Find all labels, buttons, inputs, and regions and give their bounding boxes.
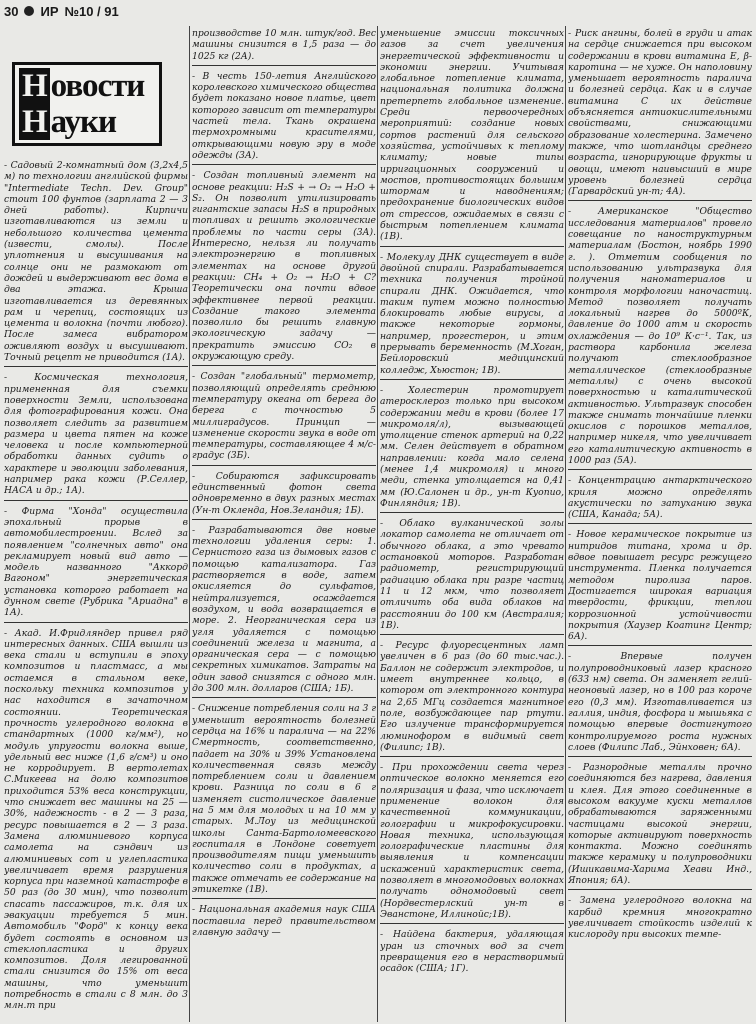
journal-name: ИР (40, 3, 59, 19)
news-item: - Разнородные металлы прочно соединяются без нагрева, давления и клея. Для этого соединенные в высоком вакууме куски металлов обрабатываются заряженными частицами высокой энергии, которые активируют поверхность контакта. Можно соединять также керамику и полупроводники (Ишикавима-Харима Хеави Инд., Япония; 6А). (568, 760, 752, 890)
news-item: - Снижение потребления соли на 3 г уменьшит вероятность болезней сердца на 16% и паралича — на 22% Смертность, соответственно, падает на 30% и 39% Установлена количественная связь между потреблением соли и давлением крови. Разница по соли в 6 г изменяет систолическое давление на 5 мм для молодых и на 10 мм у старых. М.Лоу из медицинской школы Санта-Бартоломеевского госпиталя в Лондоне советует производителям пищи уменьшить количество соли в продуктах, а также отмечать ее содержание на этикетке (1В). (192, 701, 376, 899)
issue-number: №10 / 91 (64, 3, 119, 19)
news-item: - Собираются зафиксировать единственный фотон света одновременно в двух разных местах (Ун-т Окленда, Нов.Зеландия; 1Б). (192, 469, 376, 520)
section-logo (12, 62, 162, 146)
logo-text-2: ауки (50, 104, 117, 140)
column-2 (192, 26, 376, 1022)
logo-line-1 (19, 68, 155, 104)
column-1 (4, 158, 188, 1022)
news-item: - Концентрацию антарктического криля можно определять акустически по затуханию звука (США, Канада; 5А). (568, 473, 752, 524)
news-item: - Создан "глобальный" термометр, позволяющий определять среднюю температуру океана от берега до берега с точностью 5 миллиградусов. Принцип — изменение скорости звука в воде от температуры, составляющее 4 м/с-градус (3Б). (192, 369, 376, 465)
logo-text-1: овости (50, 68, 145, 104)
column-divider (189, 26, 190, 1022)
news-item: - Садовый 2-комнатный дом (3,2х4,5 м) по технологии английской фирмы "Intermediate Techn. Dev. Group" стоит 100 фунтов (зарплата 2 — 3 дней работы). Кирпичи изготавливаются из земли и небольшого количества цемента (извести, смолы). После уплотнения и высушивания на солнце они не размокают от дождей и выдерживают вес дома в два этажа. Крыша изготавливается из деревянных рам и черепиц, состоящих из цемента и волокна (почти любого). После замеса вибратором оживляют воздух и высушивают. Точный рецепт не приводится (1А). (4, 158, 188, 367)
column-divider (565, 26, 566, 1022)
news-item: - Акад. И.Фридляндер привел ряд интересных данных. США вышли из века стали и вступили в эпоху композитов и пластмасс, а мы остаемся в стальном веке, поскольку техника композитов у нас находится в зачаточном состоянии. Теоретическая прочность углеродного волокна в стандартных (1000 кг/мм²), но модуль упругости волокна выше, удельный вес ниже (1,6 г/см³) и оно не корродирует. В вертолетах С.Микеева на долю композитов приходится 53% веса конструкции, что снижает вес машины на 25 — 30%, надежность - в 2 — 3 раза, ресурс повышается в 2 — 3 раза. Замена алюминиевого корпуса самолета на сэндвич из алюминиевых сот и углепластика увеличивает время разрушения корпуса при наземной катастрофе в 50 раз (до 30 мин), что позволит спасать пассажиров, т.к. для их эвакуации требуется 5 мин. Автомобиль "Форд" к концу века будет состоять в основном из стеклопластика и других композитов. Доля легированной стали снизится до 15% от веса машины, что уменьшит потребность в стали с 8 млн. до 3 млн.т при (4, 627, 188, 1012)
logo-cap-1: Н (19, 68, 50, 104)
news-item: - Облако вулканической золы локатор самолета не отличает от обычного облака, а это чревато остановкой моторов. Разработан радиометр, регистрирующий радиацию облака при разре частиц 11 и 12 мкм, что позволяет отличить оба вида облаков на расстоянии до 100 км (Австралия; 1В). (380, 516, 564, 635)
news-item: - Космическая технология, примененная для съемки поверхности Земли, использована для фотографирования кожи. Она позволяет следить за развитием размера и цвета пятен на коже человека и после компьютерной обработки данных судить о характере и эволюции заболевания, например рака кожи (Р.Селлер, НАСА и др.; 1А). (4, 370, 188, 500)
news-item: - Разрабатываются две новые технологии удаления серы: 1. Сернистого газа из дымовых газов с помощью катализатора. Газ растворяется в воде, затем окисляется до сульфатов, нейтрализуется, осаждается воздухом, и вода возвращается в море. 2. Неорганическая сера из угля удаляется с помощью соединений железа и магнита, а органическая сера — с помощью секретных химикатов. Затраты на один завод снизятся с одного млн. до 300 млн. долларов (США; 1Б). (192, 523, 376, 698)
logo-cap-2: Н (19, 104, 50, 140)
news-item: уменьшение эмиссии токсичных газов за счет увеличения энергетической эффективности и экономии энергии. Учитывая глобальное потепление климата, национальная политика должна претерпеть глобальное изменение. Среди первоочередных мероприятий: создание новых сортов растений для сельского хозяйства, устойчивых к теплому климату; новые типы ирригационных сооружений и мостов, противостоящих большим штормам и наводнениям; предохранение биологических видов от стрессов, ожидаемых в связи с быстрым потеплением климата (1В). (380, 26, 564, 247)
news-item: - Замена углеродного волокна на карбид кремния многократно увеличивает стойкость изделий к кислороду при высоких темпе- (568, 895, 752, 941)
page-number: 30 (4, 3, 19, 19)
news-item: - Фирма "Хонда" осуществила эпохальный прорыв в автомобилестроении. Вслед за появлением "солнечных авто" она рекламирует новый вид авто — модель названного "Аккорд Вагоном" энергетическая установка которого работает на дунном свете (Рубрика "Ариадна" в 1А). (4, 504, 188, 623)
news-item: - Ресурс флуоресцентных ламп увеличен в 6 раз (до 60 тыс.час.). Баллон не содержит электродов, и имеет внутреннее кольцо, в котором от электронного контура на 2,65 МГц создается магнитное поле, возбуждающее пар ртути. Его излучение трансформируется люминофором в видимый свет (Филипс; 1В). (380, 638, 564, 757)
column-3 (380, 26, 564, 1022)
bullet-dot-icon (24, 6, 34, 16)
news-item: - Холестерин промотирует атеросклероз только при высоком содержании меди в крови (более 17 микромоля/л), вызывающей утолщение стенок артерий на 0,22 мм. Селен действует в обратном направлении: когда мало селена (менее 1,4 микромоля) и много меди, стенка утолщается на 0,41 мм (Ю.Салонен и др., ун-т Куопио, Финляндия; 1В). (380, 383, 564, 513)
news-item: - Риск ангины, болей в груди и атак на сердце снижается при высоком содержании в крови витамина Е, β-каротина — не хуже. Он наполовину уменьшает вероятность паралича и болезней сердца. Как и в случае витамина С их действие объясняется антиокислительными свойствами, снижающими образование холестерина. Замечено также, что шотландцы среднего возраста, игнорирующие фрукты и овощи, имеют наивысший в мире уровень болезней сердца (Гарвардский ун-т; 4А). (568, 26, 752, 201)
news-item: - Найдена бактерия, удаляющая уран из сточных вод за счет превращения его в нерастворимый осадок (США; 1Г). (380, 929, 564, 975)
news-item: производстве 10 млн. штук/год. Вес машины снизится в 1,5 раза — до 1025 кг (2А). (192, 26, 376, 66)
column-4 (568, 26, 752, 1022)
news-item: - Создан топливный элемент на основе реакции: H₂S + → O₂ → H₂O + S₂. Он позволит утилизировать гигантские запасы H₂S в природных топливах и решить экологические проблемы по части серы (3А). Интересно, нельзя ли получать электроэнергию в топливных элементах на основе другой реакции: CH₄ + O₂ → H₂O + C? Теоретически она почти вдвое эффективнее первой реакции. Создание такого элемента позволило бы решить главную экологическую задачу — прекратить эмиссию CO₂ в окружающую среду. (192, 168, 376, 366)
page-header (0, 0, 756, 22)
news-item: - Новое керамическое покрытие из нитридов титана, хрома и др. вдвое повышает ресурс режущего инструмента. Пленка получается методом пиролиза паров. Достигается широкая вариация твердости, фрикции, теплои коррозионной устойчивости покрытия (Хаузер Коатинг Центр; 6А). (568, 527, 752, 646)
news-item: - Национальная академия наук США поставила перед правительством главную задачу — (192, 904, 376, 938)
news-item: - Впервые получен полупроводниковый лазер красного (633 нм) света. Он заменяет гелий-неоновый лазер, но в 100 раз короче его (0,3 мм). Изготавливается из галлия, индия, фосфора и мышьяка с помощью впервые достигнутого контролируемого роста нужных слоев (Филипс Лаб., Эйнховен; 6А). (568, 649, 752, 757)
news-item: - В честь 150-летия Английского королевского химического общества будет показано новое платье, цвет которого зависит от температуры частей тела. Ткань окрашена термохромными красителями, открывающими новую эру в моде одежды (3А). (192, 69, 376, 165)
news-item: - При прохождении света через оптическое волокно меняется его поляризация и фаза, что исключает применение волокон для качественной коммуникации, голографии и микрофокусировки. Новая техника, использующая голографические пластины для выявления и компенсации искажений характеристик света, позволяет в многомодовых волокнах получать одномодовый свет (Нордвестерлский ун-т в Эванстоне, Иллинойс;1В). (380, 760, 564, 924)
column-divider (377, 26, 378, 1022)
news-item: - Молекулу ДНК существует в виде двойной спирали. Разрабатывается техника получения тройной спирали ДНК. Ожидается, что таким путем можно полностью блокировать любые вирусы, а также некоторые гормоны, например, прогестерон, и этим прерывать беременность (М.Хоган, Бейлоровский медицинский колледж, Хьюстон; 1В). (380, 250, 564, 380)
logo-line-2 (19, 104, 155, 140)
news-item: - Американское "Общество исследования материалов" провело совещание по наноструктурным материалам (Бостон, ноябрь 1990 г. ). Отметим сообщения по использованию ультразвука для получения наноматериалов и контроля морфологии наночастиц. Метод позволяет получать локальный нагрев до 5000ºК, давление до 1000 атм и скорость охлаждения — до 10⁹ К·с⁻¹. Так, из раствора карбонила железа получают стеклообразное металлическое (стеклообразные металлы) с очень высокой поверхностью и каталитической активностью. Ультразвук способен также снимать тончайшие пленки окислов с порошков металлов, например никеля, что увеличивает его каталитическую активность в 1000 раз (5А). (568, 204, 752, 470)
